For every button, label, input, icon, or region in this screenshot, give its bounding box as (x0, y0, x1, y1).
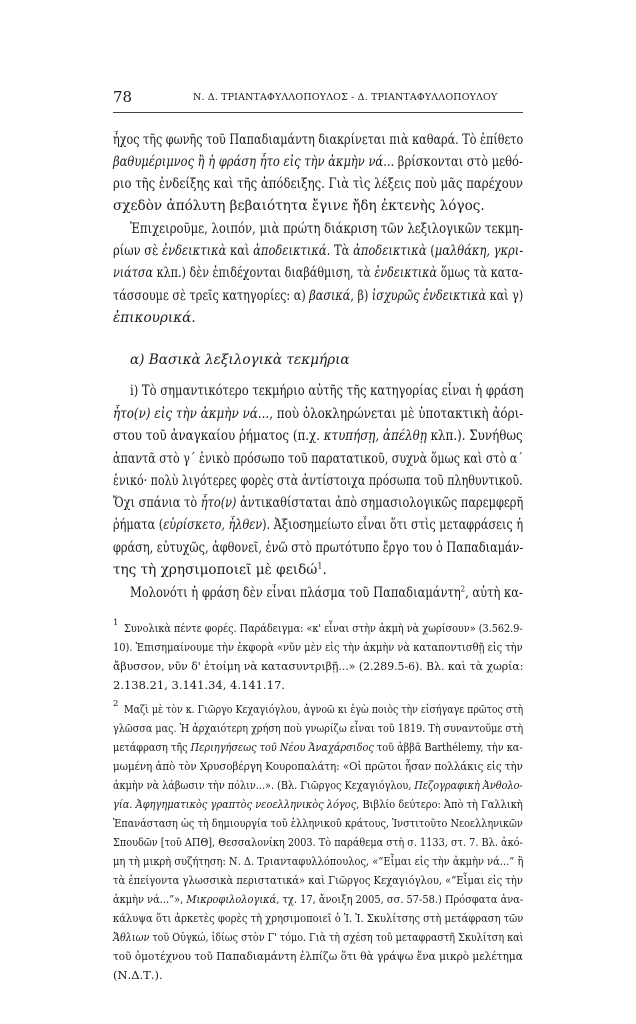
text-line: Ἐπιχειροῦμε, λοιπόν, μιὰ πρώτη διάκριση τῶν λεξιλογικῶν τεκμη- (130, 221, 524, 237)
header-rule (113, 112, 523, 113)
text-line: νιάτσα κλπ.) δὲν ἐπιδέχονται διαβάθμιση, τὰ ἐνδεικτικὰ ὅμως τὰ κατα- (113, 265, 523, 281)
text-line: ἀπαντᾶ στὸ γ΄ ἑνικὸ πρόσωπο τοῦ παρατατικοῦ, συχνὰ ὅμως καὶ στὸ α΄ (113, 451, 523, 467)
footnote-line: 10). Ἐπισημαίνουμε τὴν ἐκφορὰ «νῦν μὲν εἰς τὴν ἀκμὴν νὰ καταποντισθῇ εἰς τὴν (113, 640, 523, 654)
text-line: τάσσουμε σὲ τρεῖς κατηγορίες: α) βασικά, β) ἰσχυρῶς ἐνδεικτικὰ καὶ γ) (113, 288, 524, 304)
text-line: ριο τῆς ἐνδείξης καὶ τῆς ἀπόδειξης. Γιὰ τὶς λέξεις ποὺ μᾶς παρέχουν (113, 176, 524, 192)
footnote-mark: 2 (113, 699, 119, 709)
footnote-line: τοῦ ὁμοτέχνου τοῦ Παπαδιαμάντη ἐλπίζω ὅτι θὰ γράψω ἕνα μικρὸ μελέτημα (113, 949, 523, 963)
text-line: Μολονότι ἡ φράση δὲν εἶναι πλάσμα τοῦ Παπαδιαμάντη$^2$, αὐτὴ κα- (130, 584, 523, 601)
page-header (113, 88, 523, 108)
text-line: ἦτο(ν) εἰς τὴν ἀκμὴν νά..., ποὺ ὁλοκληρώνεται μὲ ὑποτακτικὴ ἀόρι- (113, 406, 524, 422)
text-line: στου τοῦ ἀναγκαίου ῥήματος (π.χ. κτυπήσῃ, ἀπέλθῃ κλπ.). Συνήθως (113, 428, 523, 444)
section-subheading: α) Βασικὰ λεξιλογικὰ τεκμήρια (130, 352, 350, 368)
text-line: της τὴ χρησιμοποιεῖ μὲ φειδώ$^1$. (113, 561, 327, 578)
text-line: ρίων σὲ ἐνδεικτικὰ καὶ ἀποδεικτικά. Τὰ ἀποδεικτικὰ (μαλθάκη, γκρι- (113, 243, 524, 259)
footnote-line: Συνολικὰ πέντε φορές. Παράδειγμα: «κ' εἶναι στὴν ἀκμὴ νὰ χωρίσουν» (3.562.9- (124, 621, 523, 635)
footnote-line: γία. Ἀφηγηματικὸς γραπτὸς νεοελληνικὸς λόγος, Βιβλίο δεύτερο: Ἀπὸ τὴ Γαλλικὴ (113, 797, 523, 811)
footnote-line: μη τὴ μικρὴ συζήτηση: Ν. Δ. Τριανταφυλλόπουλος, «“Εἶμαι εἰς τὴν ἀκμὴν νά...” ἢ (113, 854, 524, 868)
footnote-mark: 1 (113, 618, 119, 628)
footnote-line: γλῶσσα μας. Ἡ ἀρχαιότερη χρήση ποὺ γνωρίζω εἶναι τοῦ 1819. Τὴ συναντοῦμε στὴ (113, 721, 524, 735)
text-line: ἐπικουρικά. (113, 310, 196, 326)
page-number: 78 (113, 88, 133, 106)
footnote-line: τὰ ἐπείγοντα γλωσσικὰ περιστατικά» καὶ Γιῶργος Κεχαγιόγλου, «“Εἶμαι εἰς τὴν (113, 873, 523, 887)
footnote-line: ἄβυσσον, νῦν δ' ἑτοίμη νὰ κατασυντριβῇ...» (2.289.5-6). Βλ. καὶ τὰ χωρία: (113, 659, 524, 673)
footnote-ref: 1 (317, 561, 323, 571)
footnote-line: (Ν.Δ.Τ.). (113, 968, 163, 982)
footnote-line: μωμένη ἀπὸ τὸν Χρυσοβέργη Κουροπαλάτη: «Οἱ πρῶτοι ἦσαν πολλάκις εἰς τὴν (113, 759, 523, 773)
text-line: Ὄχι σπάνια τὸ ἦτο(ν) ἀντικαθίσταται ἀπὸ σημασιολογικῶς παρεμφερῆ (113, 495, 524, 511)
text-line: ἑνικό· πολὺ λιγότερες φορὲς στὰ ἀντίστοιχα πρόσωπα τοῦ πληθυντικοῦ. (113, 473, 523, 489)
text-line: ἦχος τῆς φωνῆς τοῦ Παπαδιαμάντη διακρίνεται πιὰ καθαρά. Τὸ ἐπίθετο (113, 132, 524, 148)
footnote-line: Ἄθλιων τοῦ Οὐγκώ, ἰδίως στὸν Γ' τόμο. Γιὰ τὴ σχέση τοῦ μεταφραστῆ Σκυλίτση καὶ (113, 930, 524, 944)
footnote-line: Ἐπανάσταση ὡς τὴ δημιουργία τοῦ ἑλληνικοῦ κράτους, Ἰνστιτοῦτο Νεοελληνικῶν (113, 816, 523, 830)
text-line: ῥήματα (εὑρίσκετο, ἦλθεν). Ἀξιοσημείωτο εἶναι ὅτι στὶς μεταφράσεις ἡ (113, 517, 524, 533)
text-line: σχεδὸν ἀπόλυτη βεβαιότητα ἔγινε ἤδη ἐκτενὴς λόγος. (113, 198, 485, 214)
text-line: βαθυμέριμνος ἢ ἡ φράση ἦτο εἰς τὴν ἀκμὴν νά... βρίσκονται στὸ μεθό- (113, 154, 523, 170)
footnote-line: μετάφραση τῆς Περιηγήσεως τοῦ Νέου Ἀναχάρσιδος τοῦ ἀββᾶ Barthélemy, τὴν κα- (113, 740, 523, 754)
text-line: φράση, εὐτυχῶς, ἀφθονεῖ, ἐνῶ στὸ πρωτότυπο ἔργο του ὁ Παπαδιαμάν- (113, 540, 524, 556)
footnote-line: ἀκμὴν νά...”», Μικροφιλολογικά, τχ. 17, ἄνοιξη 2005, σσ. 57-58.) Πρόσφατα ἀνα- (113, 892, 524, 906)
footnote-ref: 2 (460, 584, 466, 594)
footnote-line: Σπουδῶν [τοῦ ΑΠΘ], Θεσσαλονίκη 2003. Τὸ παράθεμα στὴ σ. 1133, στ. 7. Βλ. ἀκό- (113, 835, 523, 849)
footnote-line: κάλυψα ὅτι ἀρκετὲς φορὲς τὴ χρησιμοποιεῖ ὁ Ἰ. Ἰ. Σκυλίτσης στὴ μετάφραση τῶν (113, 911, 524, 925)
footnote-line: 2.138.21, 3.141.34, 4.141.17. (113, 678, 285, 692)
footnote-line: Μαζὶ μὲ τὸν κ. Γιῶργο Κεχαγιόγλου, ἀγνοῶ κι ἐγὼ ποιὸς τὴν εἰσήγαγε πρῶτος στὴ (124, 702, 524, 716)
text-line: i) Τὸ σημαντικότερο τεκμήριο αὐτῆς τῆς κατηγορίας εἶναι ἡ φράση (130, 383, 524, 399)
footnote-line: ἀκμὴν νὰ λάβωσιν τὴν πόλιν...». (Βλ. Γιῶργος Κεχαγιόγλου, Πεζογραφικὴ Ἀνθολο- (113, 778, 523, 792)
running-head: Ν. Δ. ΤΡΙΑΝΤΑΦΥΛΛΟΠΟΥΛΟΣ - Δ. ΤΡΙΑΝΤΑΦΥΛΛΟΠΟΥΛΟΥ (193, 92, 498, 103)
